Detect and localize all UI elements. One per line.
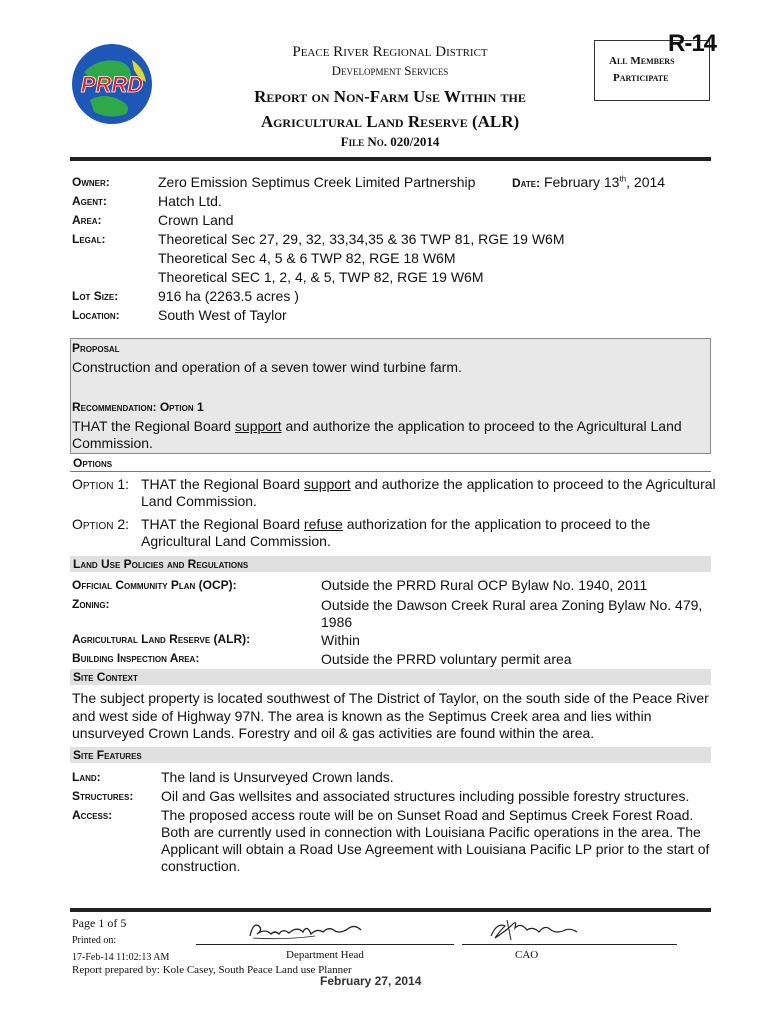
all-members-label: All Members xyxy=(609,55,675,67)
site-context-line-3: unsurveyed Crown Lands. Forestry and oil & gas activities are found within the area. xyxy=(72,725,595,741)
option-1-line-2: Land Commission. xyxy=(141,493,257,509)
ocp-value: Outside the PRRD Rural OCP Bylaw No. 1940, 2011 xyxy=(321,577,648,593)
building-inspection-label: Building Inspection Area: xyxy=(72,651,200,665)
o1-post: and authorize the application to proceed to the Agricultural xyxy=(350,476,716,492)
legal-line-1: Theoretical Sec 27, 29, 32, 33,34,35 & 36 TWP 81, RGE 19 W6M xyxy=(158,231,565,247)
department-head-signature xyxy=(245,918,375,944)
proposal-box xyxy=(70,338,711,454)
site-context-line-2: and west side of Highway 97N. The area is known as the Septimus Creek area and lies within xyxy=(72,708,652,724)
access-label: Access: xyxy=(72,808,113,822)
report-date xyxy=(512,174,665,190)
options-rule xyxy=(70,471,711,472)
rec-pre: THAT the Regional Board xyxy=(72,418,235,434)
report-title-line2: Agricultural Land Reserve (ALR) xyxy=(260,112,520,131)
location-value: South West of Taylor xyxy=(158,307,287,323)
organization-name: Peace River Regional District xyxy=(292,44,488,60)
rec-post: and authorize the application to proceed to the Agricultural Land xyxy=(281,418,682,434)
legal-line-2: Theoretical Sec 4, 5 & 6 TWP 82, RGE 18 W6M xyxy=(158,250,456,266)
access-line-3: Applicant will obtain a Road Use Agreement with Louisiana Pacific LP prior to the start of xyxy=(161,841,710,857)
printed-on-label: Printed on: xyxy=(72,935,117,946)
area-label: Area: xyxy=(72,213,102,227)
option-1-label: Option 1: xyxy=(72,476,130,492)
owner-value: Zero Emission Septimus Creek Limited Partnership xyxy=(158,174,476,190)
report-number: R-14 xyxy=(668,30,717,57)
o1-pre: THAT the Regional Board xyxy=(141,476,304,492)
zoning-value-line-1: Outside the Dawson Creek Rural area Zoning Bylaw No. 479, xyxy=(321,597,703,613)
date-suffix: th xyxy=(619,174,627,184)
site-context-heading: Site Context xyxy=(70,669,711,685)
site-context-line-1: The subject property is located southwest of The District of Taylor, on the south side of the Peace River xyxy=(72,690,709,706)
proposal-heading: Proposal xyxy=(72,341,120,355)
owner-label: Owner: xyxy=(72,175,110,189)
alr-label: Agricultural Land Reserve (ALR): xyxy=(72,632,251,646)
zoning-value-line-2: 1986 xyxy=(321,614,353,630)
department-name: Development Services xyxy=(331,63,449,78)
legal-label: Legal: xyxy=(72,232,106,246)
rec-support: support xyxy=(234,418,282,434)
page-number: Page 1 of 5 xyxy=(72,916,127,930)
cao-line xyxy=(462,944,677,945)
structures-label: Structures: xyxy=(72,789,134,803)
lot-size-value: 916 ha (2263.5 acres ) xyxy=(158,288,299,304)
date-value: February 13 xyxy=(543,174,620,190)
lot-size-label: Lot Size: xyxy=(72,289,119,303)
o1-support: support xyxy=(303,476,351,492)
agent-value: Hatch Ltd. xyxy=(158,193,222,209)
area-value: Crown Land xyxy=(158,212,234,228)
structures-value: Oil and Gas wellsites and associated structures including possible forestry structures. xyxy=(161,788,690,804)
access-line-4: construction. xyxy=(161,858,241,874)
legal-line-3: Theoretical SEC 1, 2, 4, & 5, TWP 82, RGE 19 W6M xyxy=(158,269,484,285)
zoning-label: Zoning: xyxy=(72,597,110,611)
recommendation-heading: Recommendation: Option 1 xyxy=(72,400,204,414)
option-2-line-1 xyxy=(141,516,650,533)
land-label: Land: xyxy=(72,770,101,784)
proposal-text: Construction and operation of a seven tower wind turbine farm. xyxy=(72,359,462,375)
ocp-label: Official Community Plan (OCP): xyxy=(72,578,237,592)
agent-label: Agent: xyxy=(72,194,107,208)
option-2-label: Option 2: xyxy=(72,516,130,532)
land-use-heading: Land Use Policies and Regulations xyxy=(70,556,711,572)
date-label: Date: xyxy=(512,176,541,190)
date-year: , 2014 xyxy=(626,174,666,190)
site-features-heading: Site Features xyxy=(70,747,711,763)
access-line-1: The proposed access route will be on Sunset Road and Septimus Creek Forest Road. xyxy=(161,807,694,823)
option-1-line-1 xyxy=(141,476,716,493)
department-head-label: Department Head xyxy=(286,949,364,961)
recommendation-line-1 xyxy=(72,418,682,435)
logo-text: PRRD xyxy=(80,72,144,97)
o2-post: authorization for the application to proceed to the xyxy=(342,516,651,532)
prrd-logo xyxy=(70,42,154,126)
location-label: Location: xyxy=(72,308,120,322)
footer-divider xyxy=(70,908,711,912)
option-2-line-2: Agricultural Land Commission. xyxy=(141,533,331,549)
prepared-by: Report prepared by: Kole Casey, South Peace Land use Planner xyxy=(72,964,352,976)
department-head-line xyxy=(196,944,454,945)
o2-refuse: refuse xyxy=(303,516,343,532)
file-number: File No. 020/2014 xyxy=(340,134,440,149)
participate-label: Participate xyxy=(613,72,669,84)
o2-pre: THAT the Regional Board xyxy=(141,516,304,532)
printed-timestamp: 17-Feb-14 11:02:13 AM xyxy=(72,952,170,963)
options-heading: Options xyxy=(73,456,113,470)
recommendation-line-2: Commission. xyxy=(72,435,153,451)
stamp-date: February 27, 2014 xyxy=(320,974,422,988)
alr-value: Within xyxy=(321,632,360,648)
cao-label: CAO xyxy=(515,949,539,961)
report-title-line1: Report on Non-Farm Use Within the xyxy=(254,87,526,106)
building-inspection-value: Outside the PRRD voluntary permit area xyxy=(321,651,572,667)
header-divider xyxy=(70,157,711,161)
land-value: The land is Unsurveyed Crown lands. xyxy=(161,769,394,785)
access-line-2: Both are currently used in connection with Louisiana Pacific operations in the area. The xyxy=(161,824,701,840)
cao-signature xyxy=(487,916,582,944)
